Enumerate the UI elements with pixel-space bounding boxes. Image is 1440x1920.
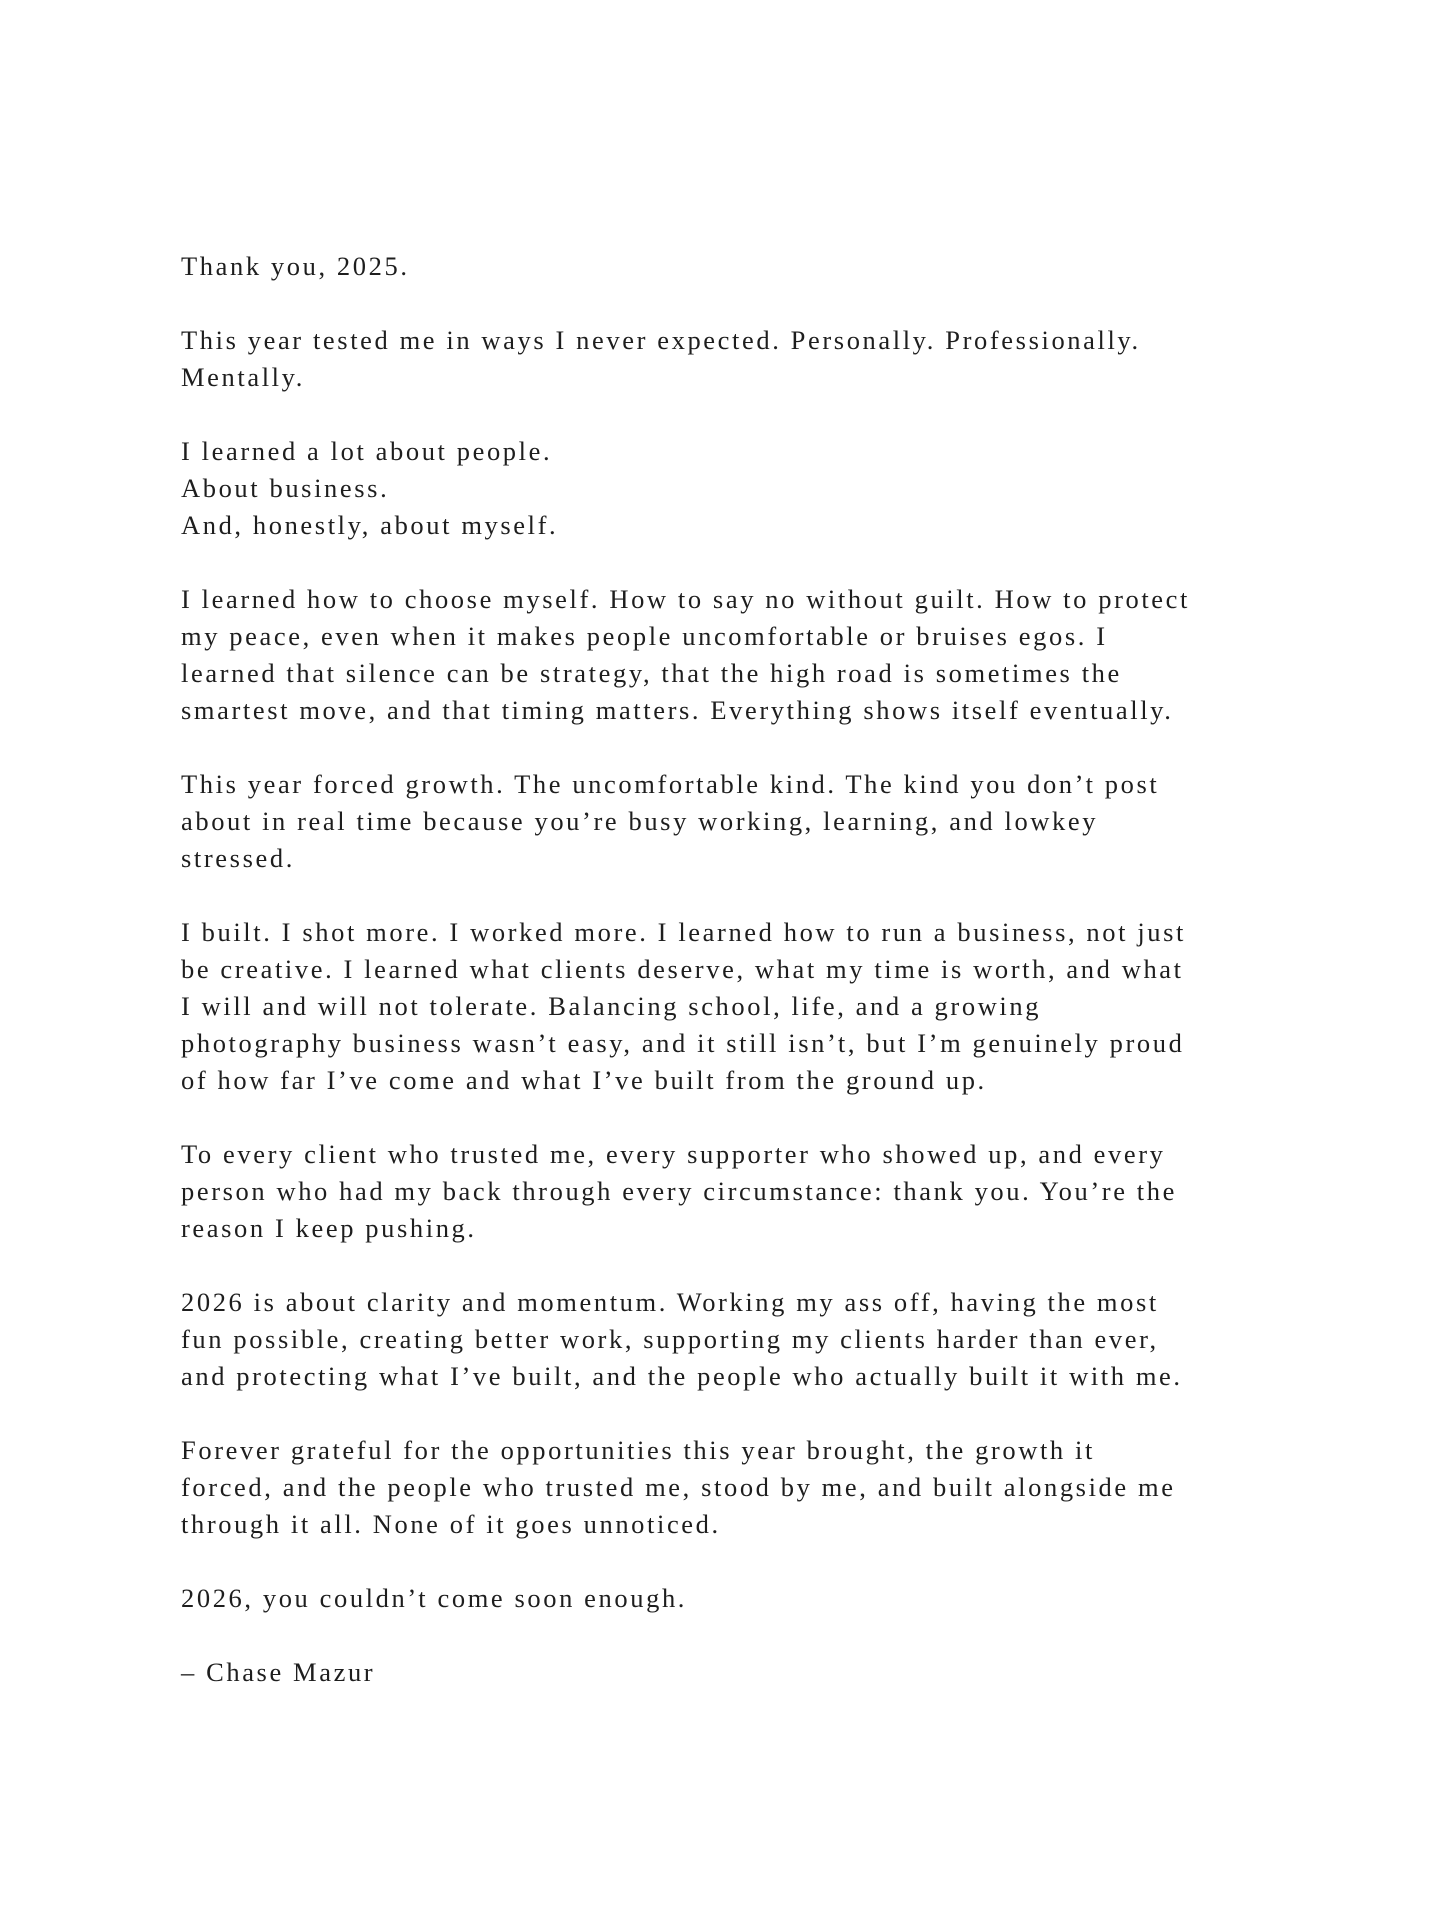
paragraph-line: About business. — [181, 473, 390, 503]
paragraph-line: I learned a lot about people. — [181, 436, 553, 466]
paragraph-line: 2026, you couldn’t come soon enough. — [181, 1583, 688, 1613]
paragraph-line: Forever grateful for the opportunities this year brought, the growth it — [181, 1435, 1095, 1465]
letter-paragraph — [181, 581, 1301, 729]
paragraph-line: person who had my back through every circumstance: thank you. You’re the — [181, 1176, 1177, 1206]
paragraph-line: of how far I’ve come and what I’ve built from the ground up. — [181, 1065, 987, 1095]
letter-paragraph — [181, 322, 1301, 396]
paragraph-line: fun possible, creating better work, supporting my clients harder than ever, — [181, 1324, 1159, 1354]
paragraph-line: This year forced growth. The uncomfortable kind. The kind you don’t post — [181, 769, 1160, 799]
paragraph-line: about in real time because you’re busy working, learning, and lowkey — [181, 806, 1099, 836]
paragraph-line: through it all. None of it goes unnoticed. — [181, 1509, 721, 1539]
paragraph-line: I will and will not tolerate. Balancing school, life, and a growing — [181, 991, 1042, 1021]
paragraph-line: smartest move, and that timing matters. Everything shows itself eventually. — [181, 695, 1174, 725]
paragraph-line: be creative. I learned what clients deserve, what my time is worth, and what — [181, 954, 1184, 984]
letter-paragraph — [181, 766, 1301, 877]
signature-line: – Chase Mazur — [181, 1657, 376, 1687]
paragraph-line: my peace, even when it makes people uncomfortable or bruises egos. I — [181, 621, 1108, 651]
paragraph-line: To every client who trusted me, every supporter who showed up, and every — [181, 1139, 1166, 1169]
greeting-line: Thank you, 2025. — [181, 251, 410, 281]
paragraph-line: This year tested me in ways I never expected. Personally. Professionally. — [181, 325, 1141, 355]
paragraph-line: 2026 is about clarity and momentum. Working my ass off, having the most — [181, 1287, 1159, 1317]
letter-paragraph — [181, 433, 1301, 544]
paragraph-line: forced, and the people who trusted me, stood by me, and built alongside me — [181, 1472, 1176, 1502]
paragraph-line: and protecting what I’ve built, and the people who actually built it with me. — [181, 1361, 1183, 1391]
paragraph-line: And, honestly, about myself. — [181, 510, 559, 540]
paragraph-line: I built. I shot more. I worked more. I learned how to run a business, not just — [181, 917, 1187, 947]
paragraph-line: Mentally. — [181, 362, 305, 392]
letter-greeting — [181, 248, 1301, 285]
paragraph-line: reason I keep pushing. — [181, 1213, 477, 1243]
letter-paragraph — [181, 1432, 1301, 1543]
paragraph-line: photography business wasn’t easy, and it still isn’t, but I’m genuinely proud — [181, 1028, 1185, 1058]
letter-signature — [181, 1654, 1301, 1691]
letter-paragraph — [181, 914, 1301, 1099]
letter-paragraph — [181, 1284, 1301, 1395]
paragraph-line: I learned how to choose myself. How to say no without guilt. How to protect — [181, 584, 1190, 614]
letter-paragraph — [181, 1136, 1301, 1247]
paragraph-line: stressed. — [181, 843, 295, 873]
letter-body — [181, 248, 1301, 1728]
paragraph-line: learned that silence can be strategy, that the high road is sometimes the — [181, 658, 1122, 688]
letter-paragraphs — [181, 322, 1301, 1617]
letter-paragraph — [181, 1580, 1301, 1617]
